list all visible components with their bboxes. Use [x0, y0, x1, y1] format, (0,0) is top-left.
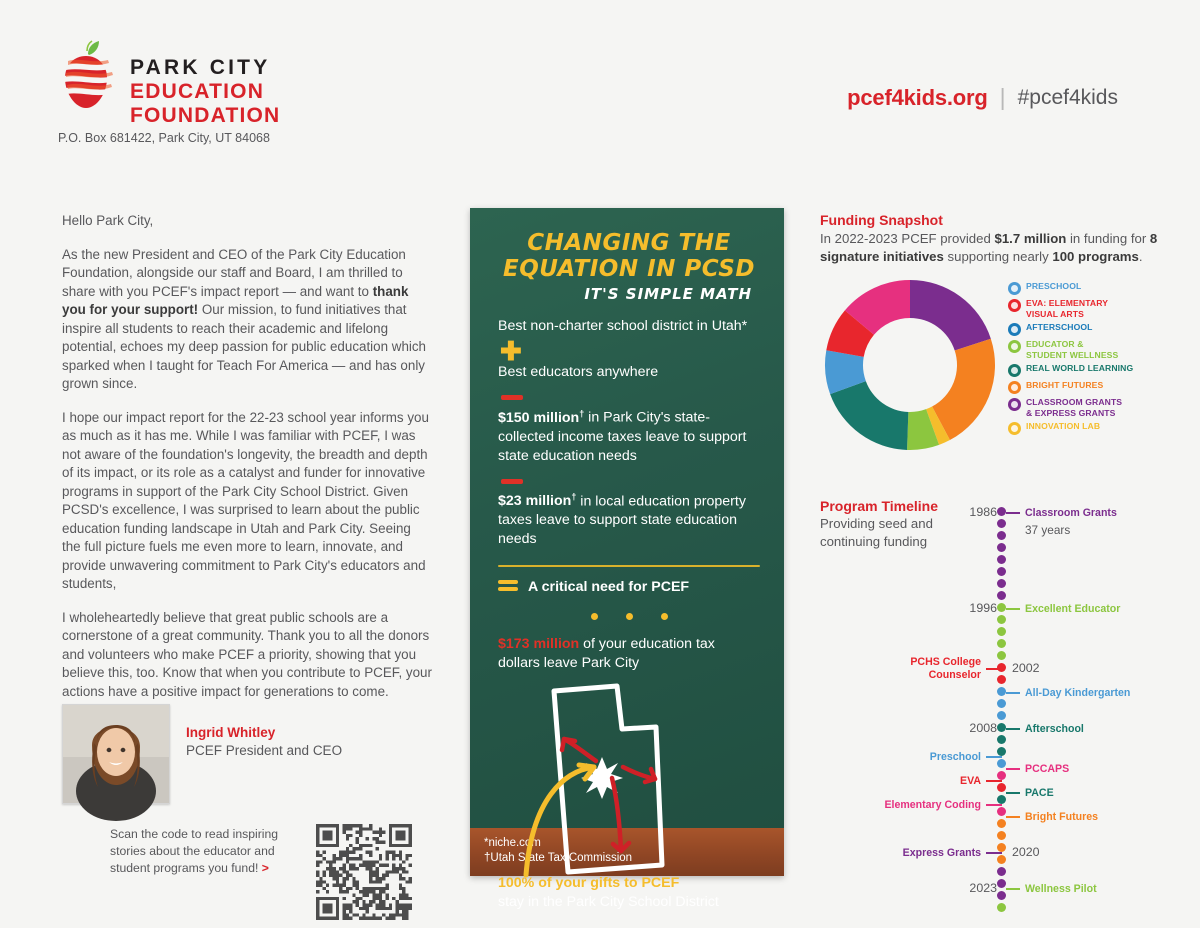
timeline-dot [997, 867, 1006, 876]
timeline-dot [997, 699, 1006, 708]
timeline-year: 2002 [1012, 661, 1040, 675]
legend-item [1008, 322, 1133, 336]
legend-label: INNOVATION LAB [1026, 421, 1101, 431]
board-equals-row [498, 579, 760, 595]
timeline-label: PCCAPS [1025, 763, 1070, 775]
timeline-dot [997, 723, 1006, 732]
timeline-event[interactable] [1006, 603, 1120, 615]
legend-label: EVA: ELEMENTARY VISUAL ARTS [1026, 298, 1109, 319]
equals-operator-icon [498, 580, 518, 594]
timeline-year: 1996 [969, 601, 997, 615]
timeline-dot [997, 735, 1006, 744]
timeline-dot [997, 567, 1006, 576]
donut-slice[interactable] [830, 381, 908, 450]
signer-name: Ingrid Whitley [186, 725, 276, 740]
timeline-dot [997, 579, 1006, 588]
program-timeline-section [820, 498, 1165, 895]
letter-paragraph: I hope our impact report for the 22-23 school year informs you as much as it has me. While I was familiar with PCEF, I was not aware of the foundation's longevity, the breadth and depth of its impact, or its role as a catalyst and funder for innovative programs in support of the Park City School District. Given PCSD's excellence, I was surprised to learn about the public education funding landscape in Utah and Park City. Seeing the full picture fuels me even more to learn, innovate, and provide unwavering commitment to Park City's educators and students, [62, 409, 429, 591]
timeline-dot [997, 831, 1006, 840]
board-line-1: Best educators anywhere [498, 364, 659, 380]
timeline-dot [997, 891, 1006, 900]
timeline-label: Wellness Pilot [1025, 883, 1097, 895]
timeline-dot [997, 687, 1006, 696]
timeline-year: 2020 [1012, 845, 1040, 859]
timeline-label: Excellent Educator [1025, 603, 1121, 615]
legend-item [1008, 380, 1133, 394]
donut-chart-block [820, 278, 1160, 458]
timeline-event[interactable] [1006, 763, 1069, 775]
timeline-event[interactable] [960, 775, 1002, 787]
timeline-event[interactable] [1006, 787, 1054, 799]
smiley-icon [1008, 381, 1021, 394]
legend-label: EDUCATOR & STUDENT WELLNESS [1026, 339, 1119, 360]
timeline-dot [997, 591, 1006, 600]
timeline-label: Bright Futures [1025, 811, 1098, 823]
website-url[interactable]: pcef4kids.org [847, 84, 988, 110]
minus-operator-icon [501, 395, 523, 400]
timeline-connector [1006, 512, 1020, 514]
letter-paragraphs [62, 246, 432, 702]
lightbulb-icon [1008, 422, 1021, 435]
timeline-event[interactable] [903, 847, 1002, 859]
board-equals-text: A critical need for PCEF [528, 579, 690, 596]
board-divider [498, 565, 760, 567]
logo-line-3: FOUNDATION [130, 104, 281, 127]
avatar [62, 704, 170, 804]
timeline-label: PCHS College Counselor [910, 656, 981, 681]
minus-operator-icon-2 [501, 479, 523, 484]
funding-snapshot-section [820, 212, 1160, 458]
legend-item [1008, 298, 1133, 319]
timeline-dot [997, 651, 1006, 660]
logo-line-1: PARK CITY [130, 56, 271, 79]
timeline-dot [997, 507, 1006, 516]
timeline-label: Classroom Grants [1025, 507, 1117, 519]
timeline-connector [986, 668, 1002, 670]
board-gifts-gold: 100% of your gifts to PCEF [498, 875, 680, 892]
signer-title: PCEF President and CEO [186, 743, 343, 758]
qr-instruction-text: Scan the code to read inspiring stories about the educator and student programs you fund! [110, 827, 279, 875]
timeline-dot [997, 543, 1006, 552]
timeline-connector [1006, 792, 1020, 794]
signature-block [62, 704, 342, 804]
timeline-event[interactable] [1006, 883, 1097, 895]
letter-paragraph: I wholeheartedly believe that great public schools are a cornerstone of a great community. Thank you to all the donors and volunteers who make PCEF a priority, showing that you believe this, too. Know that when you contribute to PCEF, your actions have a positive impact for generations to come. [62, 609, 432, 699]
timeline-connector [986, 756, 1002, 758]
timeline-connector [986, 852, 1002, 854]
hashtag: #pcef4kids [1017, 85, 1118, 109]
timeline-label: Elementary Coding [884, 799, 981, 811]
apple-icon [58, 40, 116, 112]
palette-icon [1008, 299, 1021, 312]
utah-map-icon [498, 679, 760, 875]
timeline-event[interactable] [930, 751, 1002, 763]
timeline-year: 2023 [969, 881, 997, 895]
timeline-label: EVA [960, 775, 981, 787]
timeline-title: Program Timeline [820, 498, 939, 514]
timeline-event[interactable] [1006, 507, 1117, 519]
timeline-dot [997, 531, 1006, 540]
legend-item [1008, 339, 1133, 360]
timeline-dot [997, 639, 1006, 648]
timeline-note: 37 years [1025, 523, 1071, 537]
board-leave-rest: of your education tax dollars leave Park City [498, 636, 715, 672]
timeline-event[interactable] [884, 799, 1002, 811]
timeline-connector [986, 780, 1002, 782]
timeline-connector [1006, 728, 1020, 730]
letter-body [62, 212, 432, 716]
board-subtitle: IT'S SIMPLE MATH [584, 285, 752, 303]
timeline-label: Preschool [929, 751, 981, 763]
timeline-dot [997, 555, 1006, 564]
timeline-subtitle: Providing seed and continuing funding [820, 516, 933, 549]
chalkboard-panel [470, 208, 784, 911]
timeline-connector [1006, 888, 1020, 890]
board-dots-icon [498, 607, 760, 625]
legend-label: CLASSROOM GRANTS & EXPRESS GRANTS [1026, 397, 1123, 418]
board-line-2: $150 million† in Park City's state-collected income taxes leave to support state education needs [498, 408, 747, 464]
timeline-dot [997, 519, 1006, 528]
website-line [847, 84, 1118, 111]
timeline-connector [986, 804, 1002, 806]
organization-address: P.O. Box 681422, Park City, UT 84068 [58, 131, 270, 145]
legend-item [1008, 363, 1133, 377]
timeline-connector [1006, 692, 1020, 694]
clock-icon [1008, 323, 1021, 336]
timeline-dot [997, 711, 1006, 720]
board-leave-line [498, 635, 760, 673]
legend-item [1008, 421, 1133, 435]
timeline-label: Afterschool [1025, 723, 1084, 735]
timeline-year: 2008 [969, 721, 997, 735]
qr-block [110, 824, 440, 920]
header-divider: | [999, 84, 1006, 110]
chart-legend [1008, 278, 1133, 458]
qr-arrow-icon: > [261, 861, 269, 875]
legend-item [1008, 281, 1133, 295]
laptop-icon [1008, 398, 1021, 411]
funding-title: Funding Snapshot [820, 212, 943, 228]
legend-label: BRIGHT FUTURES [1026, 380, 1104, 390]
board-leave-amount: $173 million [498, 636, 580, 653]
timeline-dot [997, 879, 1006, 888]
legend-item [1008, 397, 1133, 418]
timeline-event[interactable] [1006, 811, 1098, 823]
timeline-label: PACE [1025, 787, 1054, 799]
timeline-label: Express Grants [902, 847, 981, 859]
timeline-event[interactable] [1006, 687, 1130, 699]
board-line-0: Best non-charter school district in Utah* [498, 318, 748, 334]
plus-operator-icon: ✚ [500, 336, 522, 366]
timeline-header [820, 498, 960, 551]
legend-label: PRESCHOOL [1026, 281, 1082, 291]
organization-logo [58, 40, 280, 128]
qr-code-icon[interactable] [316, 824, 412, 920]
donut-slice[interactable] [910, 280, 991, 350]
timeline-dot [997, 603, 1006, 612]
footnote-2: †Utah State Tax Commission [484, 852, 633, 864]
qr-instruction [110, 824, 300, 920]
letter-greeting: Hello Park City, [62, 213, 154, 228]
timeline-dot [997, 903, 1006, 912]
timeline-event[interactable] [1006, 723, 1084, 735]
board-gifts-white: stay in the Park City School District [498, 894, 719, 911]
legend-label: REAL WORLD LEARNING [1026, 363, 1134, 373]
timeline-connector [1006, 608, 1020, 610]
timeline-dot [997, 819, 1006, 828]
board-line-3: $23 million† in local education property taxes leave to support state education needs [498, 491, 746, 548]
wellness-icon [1008, 340, 1021, 353]
page-header [0, 0, 1200, 185]
letter-paragraph: As the new President and CEO of the Park City Education Foundation, alongside our staff and Board, I am thrilled to share with you PCEF's impact report — and want to thank you for your support! Our mission, to fund initiatives that inspire all students to reach their academic and lifelong potential, echoes my deep passion for public education which sparked when I taught for Teach For America — and has only grown since. [62, 246, 427, 391]
footnote-1: *niche.com [484, 837, 541, 849]
logo-line-2: EDUCATION [130, 80, 265, 103]
donut-chart [820, 278, 1000, 458]
timeline-connector [1006, 768, 1020, 770]
board-title: CHANGING THE EQUATION IN PCSD [503, 230, 755, 282]
timeline-dot [997, 627, 1006, 636]
timeline-dot [997, 675, 1006, 684]
timeline-label: All-Day Kindergarten [1025, 687, 1131, 699]
legend-label: AFTERSCHOOL [1026, 322, 1093, 332]
preschool-icon [1008, 282, 1021, 295]
timeline-year: 1986 [969, 505, 997, 519]
timeline-event[interactable] [886, 656, 1002, 681]
timeline-connector [1006, 816, 1020, 818]
tools-icon [1008, 364, 1021, 377]
funding-body: In 2022-2023 PCEF provided $1.7 million in funding for 8 signature initiatives supporting nearly 100 programs. [820, 231, 1158, 264]
timeline-dot [997, 615, 1006, 624]
